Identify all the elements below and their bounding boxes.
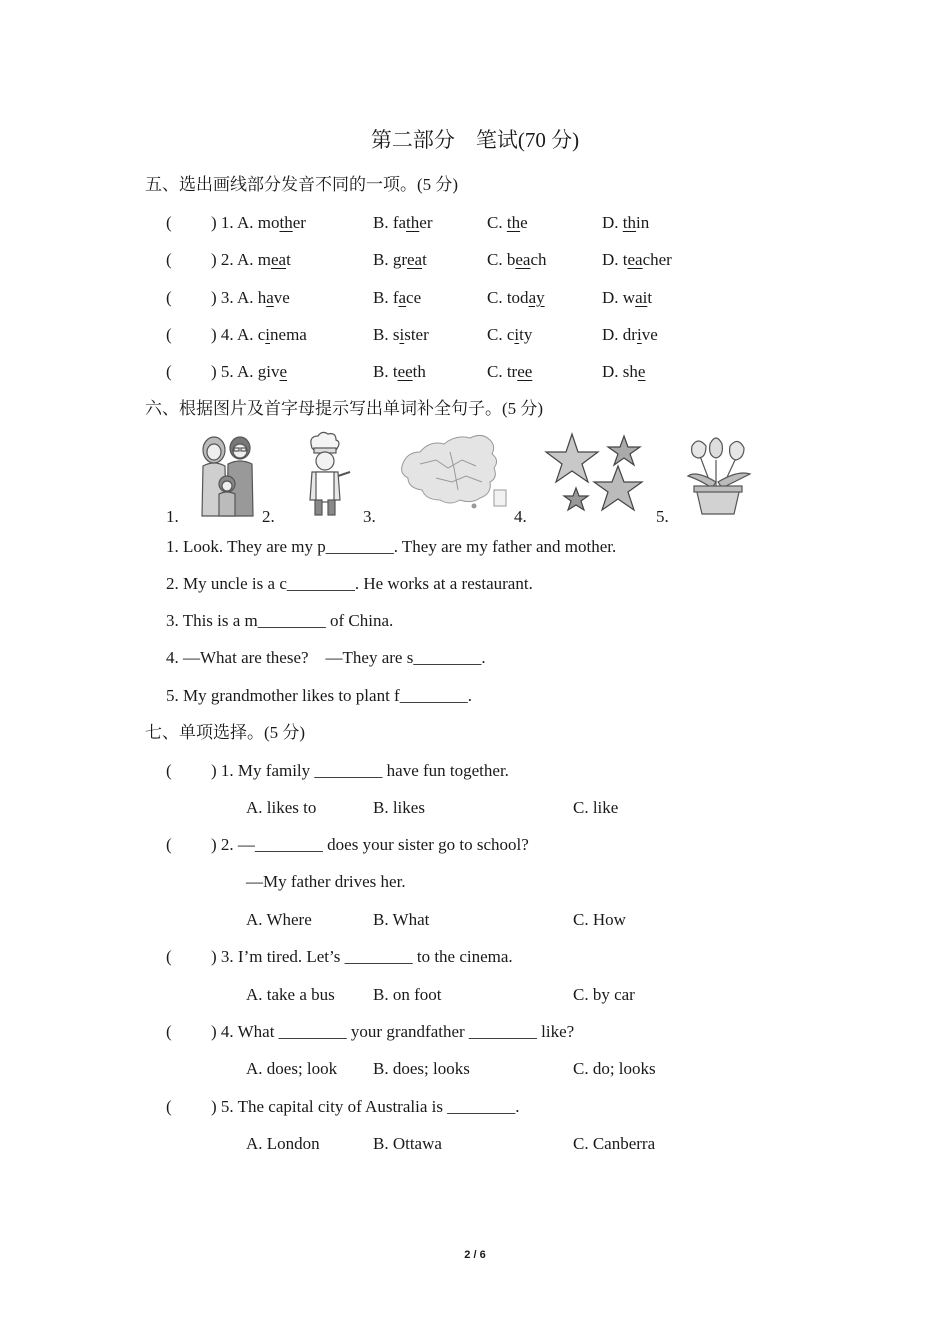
option-a: ) 2. A. meat [211, 250, 291, 269]
answer-paren[interactable]: ( [166, 835, 172, 854]
choice-c: C. How [573, 910, 626, 929]
option-a: ) 3. A. have [211, 288, 290, 307]
question-text: ) 4. What ________ your grandfather ________ like? [211, 1022, 575, 1041]
page-number: 2 / 6 [464, 1249, 486, 1261]
fill-sentence: 5. My grandmother likes to plant f________. [166, 686, 472, 705]
fill-sentence: 1. Look. They are my p________. They are my father and mother. [166, 537, 617, 556]
option-d: D. teacher [602, 250, 672, 269]
choice-a: A. does; look [246, 1059, 338, 1078]
question-text: ) 2. —________ does your sister go to school? [211, 835, 529, 854]
fill-sentence: 2. My uncle is a c________. He works at a restaurant. [166, 574, 533, 593]
question-text: ) 1. My family ________ have fun together. [211, 761, 509, 780]
choice-b: B. Ottawa [373, 1134, 442, 1153]
picture-label: 1. [166, 507, 179, 526]
question-reply: —My father drives her. [246, 872, 406, 891]
choice-c: C. like [573, 798, 619, 817]
option-d: D. she [602, 362, 646, 381]
option-b: B. great [373, 250, 427, 269]
answer-paren[interactable]: ( [166, 325, 172, 344]
answer-paren[interactable]: ( [166, 761, 172, 780]
option-c: C. beach [487, 250, 547, 269]
choice-c: C. do; looks [573, 1059, 656, 1078]
question-text: ) 5. The capital city of Australia is ________. [211, 1097, 520, 1116]
choice-a: A. take a bus [246, 985, 335, 1004]
option-c: C. the [487, 213, 528, 232]
choice-a: A. London [246, 1134, 320, 1153]
option-a: ) 4. A. cinema [211, 325, 307, 344]
picture-label: 4. [514, 507, 527, 526]
choice-b: B. What [373, 910, 430, 929]
choice-a: A. likes to [246, 798, 317, 817]
answer-paren[interactable]: ( [166, 213, 172, 232]
answer-paren[interactable]: ( [166, 1022, 172, 1041]
option-c: C. tree [487, 362, 533, 381]
flowers-picture-icon [682, 430, 756, 518]
choice-b: B. likes [373, 798, 425, 817]
choice-a: A. Where [246, 910, 312, 929]
choice-b: B. on foot [373, 985, 442, 1004]
option-c: C. city [487, 325, 533, 344]
answer-paren[interactable]: ( [166, 1097, 172, 1116]
option-a: ) 5. A. give [211, 362, 288, 381]
option-d: D. wait [602, 288, 653, 307]
choice-c: C. by car [573, 985, 635, 1004]
page-title: 第二部分 笔试(70 分) [370, 128, 580, 152]
option-b: B. face [373, 288, 422, 307]
family-picture-icon [196, 432, 258, 518]
option-b: B. sister [373, 325, 429, 344]
section-5-heading: 五、选出画线部分发音不同的一项。(5 分) [145, 175, 459, 194]
choice-b: B. does; looks [373, 1059, 470, 1078]
fill-sentence: 3. This is a m________ of China. [166, 611, 394, 630]
option-c: C. today [487, 288, 545, 307]
choice-c: C. Canberra [573, 1134, 656, 1153]
option-a: ) 1. A. mother [211, 213, 306, 232]
answer-paren[interactable]: ( [166, 947, 172, 966]
answer-paren[interactable]: ( [166, 288, 172, 307]
answer-paren[interactable]: ( [166, 250, 172, 269]
fill-sentence: 4. —What are these? —They are s________. [166, 648, 486, 667]
china-map-picture-icon [396, 430, 514, 516]
section-6-heading: 六、根据图片及首字母提示写出单词补全句子。(5 分) [145, 399, 544, 418]
picture-label: 5. [656, 507, 669, 526]
section-7-heading: 七、单项选择。(5 分) [145, 723, 306, 742]
option-d: D. drive [602, 325, 658, 344]
stars-picture-icon [544, 430, 650, 518]
picture-label: 2. [262, 507, 275, 526]
option-d: D. thin [602, 213, 650, 232]
option-b: B. father [373, 213, 433, 232]
question-text: ) 3. I’m tired. Let’s ________ to the cinema. [211, 947, 513, 966]
option-b: B. teeth [373, 362, 426, 381]
cook-picture-icon [300, 430, 356, 518]
picture-label: 3. [363, 507, 376, 526]
answer-paren[interactable]: ( [166, 362, 172, 381]
